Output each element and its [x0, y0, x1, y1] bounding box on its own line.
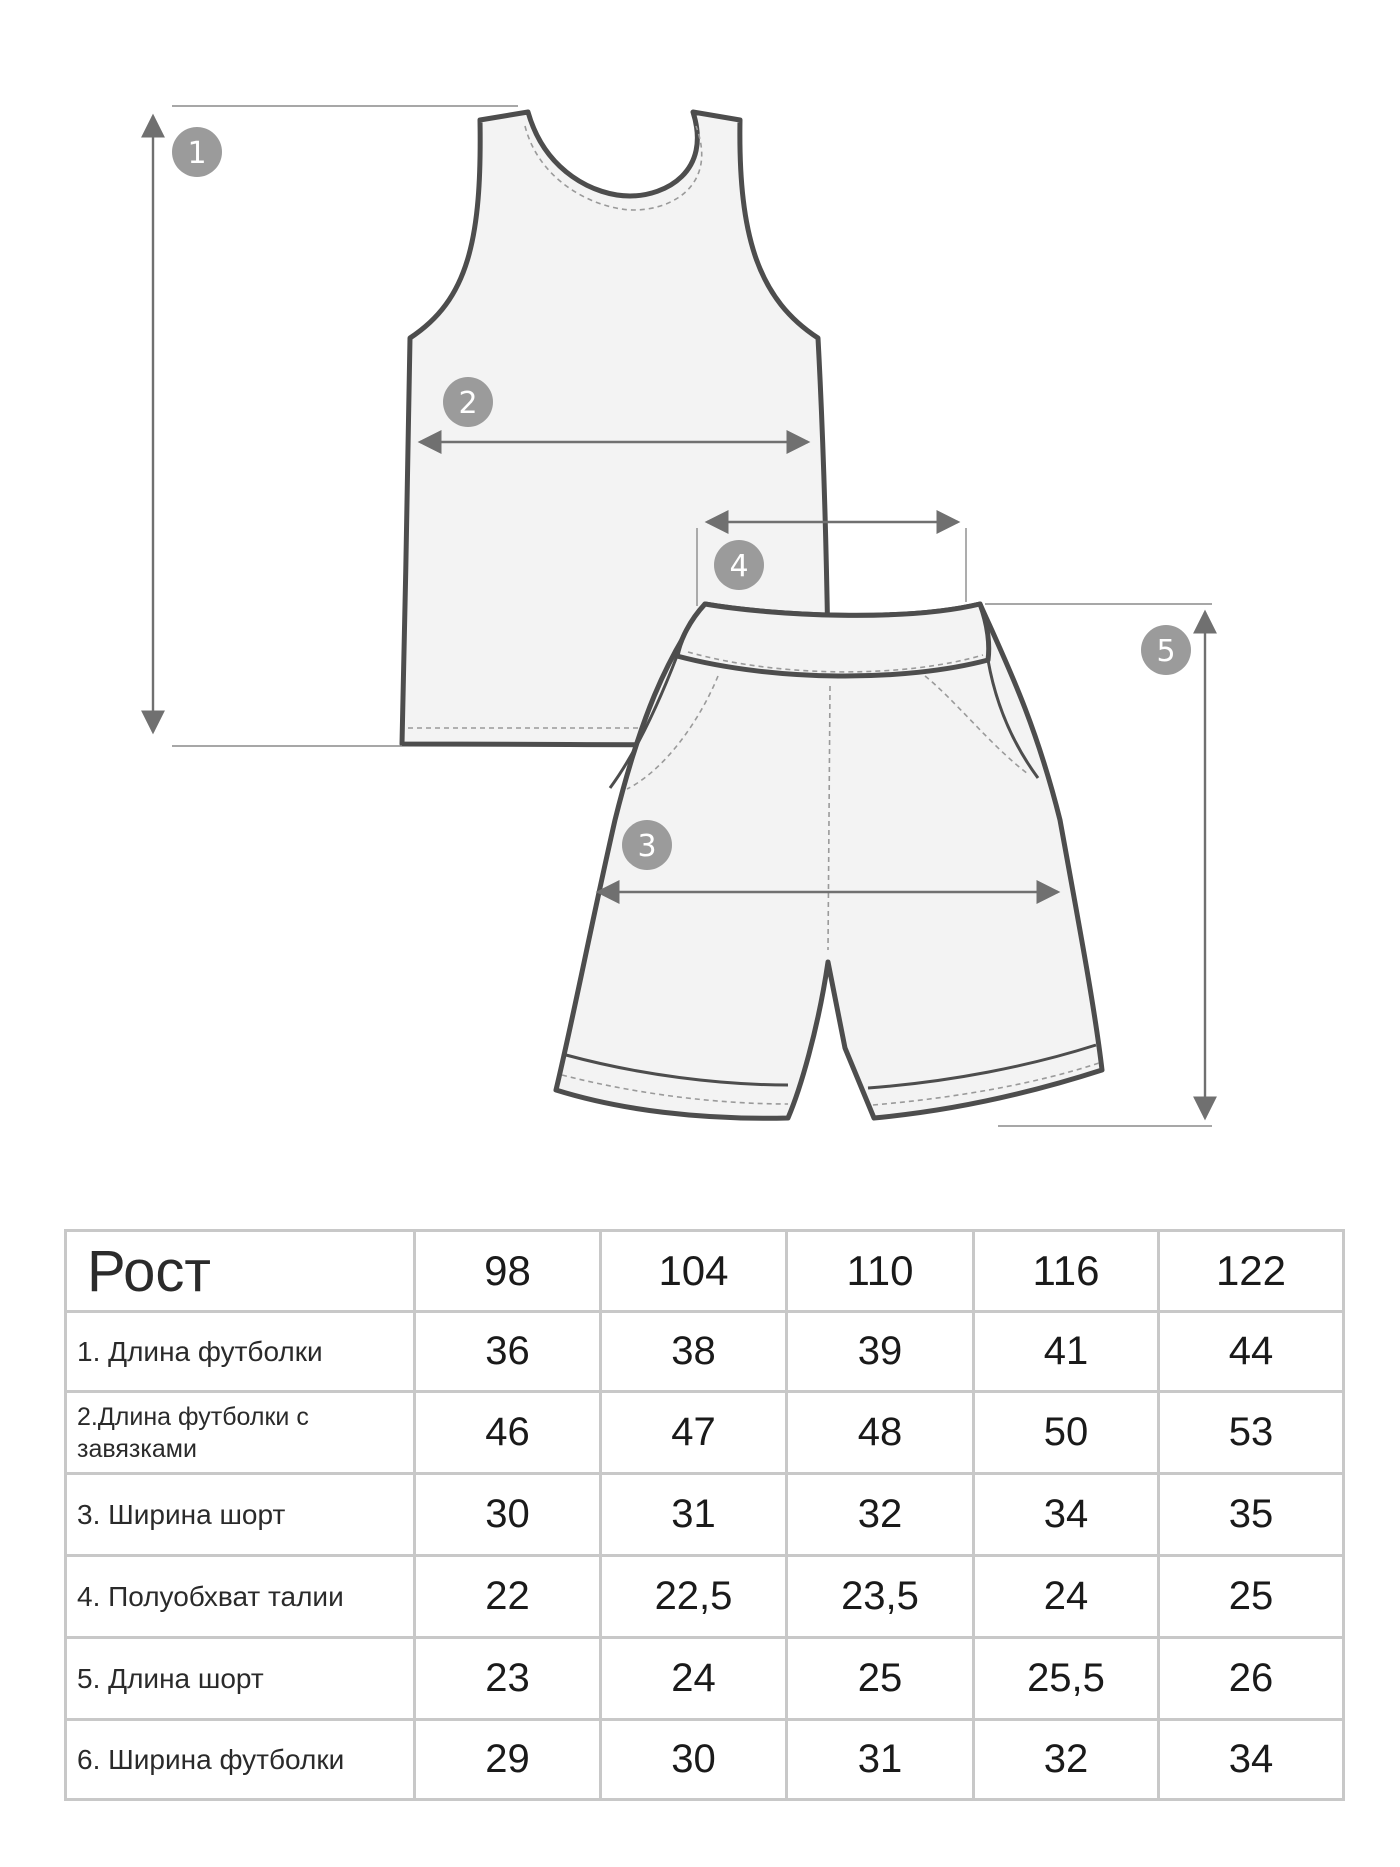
value-cell: 47 — [601, 1392, 787, 1474]
row-label: 6. Ширина футболки — [66, 1720, 415, 1800]
row-label: 2.Длина футболки с завязками — [66, 1392, 415, 1474]
row-label: 4. Полуобхват талии — [66, 1556, 415, 1638]
marker-5 — [1141, 625, 1191, 675]
row-label: 1. Длина футболки — [66, 1312, 415, 1392]
height-header: Рост — [66, 1231, 415, 1312]
value-cell: 39 — [787, 1312, 974, 1392]
value-cell: 25,5 — [974, 1638, 1159, 1720]
value-cell: 53 — [1159, 1392, 1344, 1474]
size-cell: 104 — [601, 1231, 787, 1312]
row-label: 3. Ширина шорт — [66, 1474, 415, 1556]
value-cell: 29 — [415, 1720, 601, 1800]
value-cell: 35 — [1159, 1474, 1344, 1556]
value-cell: 46 — [415, 1392, 601, 1474]
row-label: 5. Длина шорт — [66, 1638, 415, 1720]
size-table — [64, 1229, 1345, 1801]
value-cell: 23,5 — [787, 1556, 974, 1638]
value-cell: 22 — [415, 1556, 601, 1638]
value-cell: 34 — [974, 1474, 1159, 1556]
value-cell: 32 — [787, 1474, 974, 1556]
value-cell: 30 — [415, 1474, 601, 1556]
value-cell: 36 — [415, 1312, 601, 1392]
value-cell: 41 — [974, 1312, 1159, 1392]
value-cell: 25 — [1159, 1556, 1344, 1638]
value-cell: 25 — [787, 1638, 974, 1720]
svg-text:1: 1 — [187, 136, 207, 171]
value-cell: 48 — [787, 1392, 974, 1474]
value-cell: 50 — [974, 1392, 1159, 1474]
value-cell: 24 — [601, 1638, 787, 1720]
value-cell: 38 — [601, 1312, 787, 1392]
value-cell: 34 — [1159, 1720, 1344, 1800]
svg-text:2: 2 — [458, 386, 478, 421]
marker-1 — [172, 127, 222, 177]
size-cell: 110 — [787, 1231, 974, 1312]
table-row — [66, 1392, 1344, 1474]
size-cell: 116 — [974, 1231, 1159, 1312]
value-cell: 31 — [787, 1720, 974, 1800]
marker-2 — [443, 377, 493, 427]
table-row — [66, 1556, 1344, 1638]
size-cell: 122 — [1159, 1231, 1344, 1312]
value-cell: 22,5 — [601, 1556, 787, 1638]
marker-3 — [622, 820, 672, 870]
value-cell: 44 — [1159, 1312, 1344, 1392]
value-cell: 32 — [974, 1720, 1159, 1800]
value-cell: 30 — [601, 1720, 787, 1800]
svg-text:3: 3 — [637, 829, 657, 864]
value-cell: 24 — [974, 1556, 1159, 1638]
table-row — [66, 1312, 1344, 1392]
table-row — [66, 1638, 1344, 1720]
value-cell: 31 — [601, 1474, 787, 1556]
marker-4 — [714, 540, 764, 590]
table-row — [66, 1474, 1344, 1556]
size-table-header-row — [66, 1231, 1344, 1312]
table-row — [66, 1720, 1344, 1800]
value-cell: 23 — [415, 1638, 601, 1720]
svg-text:5: 5 — [1156, 634, 1176, 669]
value-cell: 26 — [1159, 1638, 1344, 1720]
size-cell: 98 — [415, 1231, 601, 1312]
svg-text:4: 4 — [729, 549, 749, 584]
